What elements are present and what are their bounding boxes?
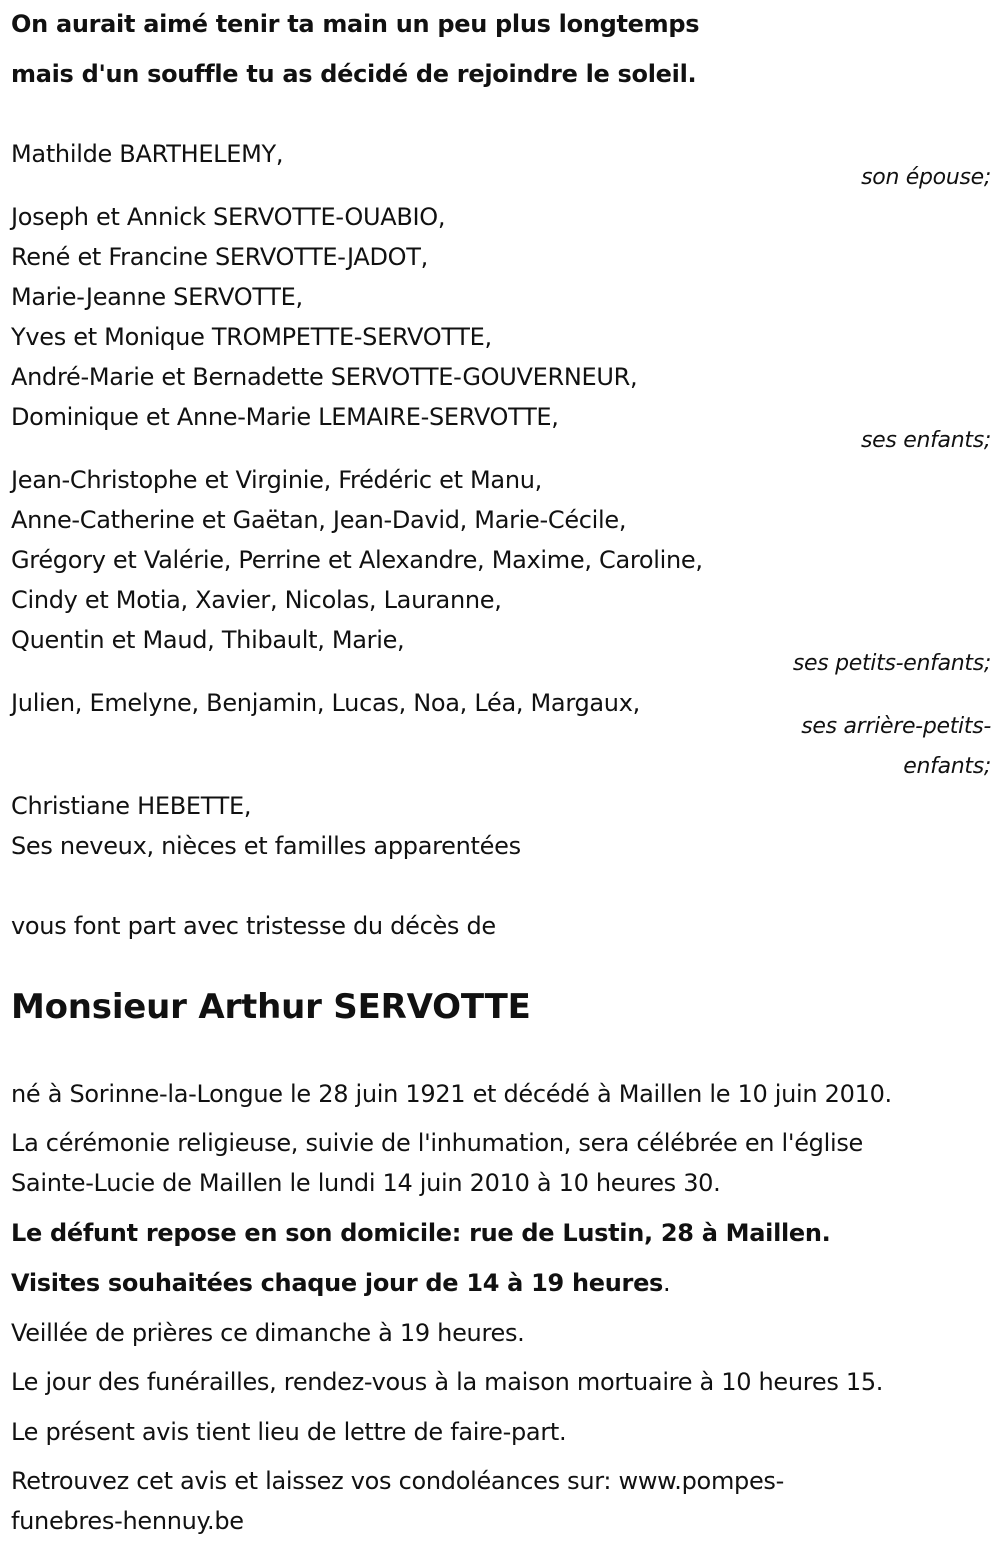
vigil-text: Veillée de prières ce dimanche à 19 heures. <box>11 1319 525 1347</box>
grandchild-line: Anne-Catherine et Gaëtan, Jean-David, Marie-Cécile, <box>11 506 627 534</box>
child-line: Marie-Jeanne SERVOTTE, <box>11 283 303 311</box>
visits-text <box>11 1269 670 1297</box>
grandchildren-relation: ses petits-enfants; <box>792 651 991 676</box>
spouse-relation: son épouse; <box>861 165 991 190</box>
child-line: Joseph et Annick SERVOTTE-OUABIO, <box>11 203 446 231</box>
children-relation: ses enfants; <box>860 428 991 453</box>
child-line: André-Marie et Bernadette SERVOTTE-GOUVERNEUR, <box>11 363 638 391</box>
announcement-text: vous font part avec tristesse du décès de <box>11 912 496 940</box>
visits-hours: Visites souhaitées chaque jour de 14 à 19 heures <box>11 1269 664 1297</box>
great-grandchildren-relation-2: enfants; <box>903 754 991 779</box>
great-grandchildren-relation-1: ses arrière-petits- <box>801 714 991 739</box>
epigraph-line-1: On aurait aimé tenir ta main un peu plus longtemps <box>11 10 700 38</box>
notice-text: Le présent avis tient lieu de lettre de faire-part. <box>11 1418 567 1446</box>
grandchild-line: Quentin et Maud, Thibault, Marie, <box>11 626 405 654</box>
visits-period: . <box>663 1269 671 1297</box>
birth-death-text: né à Sorinne-la-Longue le 28 juin 1921 et décédé à Maillen le 10 juin 2010. <box>11 1080 892 1108</box>
ceremony-line-1: La cérémonie religieuse, suivie de l'inhumation, sera célébrée en l'église <box>11 1129 863 1157</box>
child-line: René et Francine SERVOTTE-JADOT, <box>11 243 428 271</box>
grandchild-line: Jean-Christophe et Virginie, Frédéric et Manu, <box>11 466 542 494</box>
epigraph-line-2: mais d'un souffle tu as décidé de rejoindre le soleil. <box>11 60 697 88</box>
other-family-line: Christiane HEBETTE, <box>11 792 252 820</box>
grandchild-line: Grégory et Valérie, Perrine et Alexandre, Maxime, Caroline, <box>11 546 703 574</box>
rest-place-text: Le défunt repose en son domicile: rue de Lustin, 28 à Maillen. <box>11 1219 831 1247</box>
grandchild-line: Cindy et Motia, Xavier, Nicolas, Lauranne, <box>11 586 502 614</box>
child-line: Yves et Monique TROMPETTE-SERVOTTE, <box>11 323 492 351</box>
condolences-link[interactable]: funebres-hennuy.be <box>11 1507 244 1535</box>
ceremony-line-2: Sainte-Lucie de Maillen le lundi 14 juin 2010 à 10 heures 30. <box>11 1169 721 1197</box>
condolences-line-1: Retrouvez cet avis et laissez vos condoléances sur: www.pompes- <box>11 1467 784 1495</box>
deceased-name: Monsieur Arthur SERVOTTE <box>11 987 531 1027</box>
funeral-meeting-text: Le jour des funérailles, rendez-vous à la maison mortuaire à 10 heures 15. <box>11 1368 884 1396</box>
other-family-line: Ses neveux, nièces et familles apparentées <box>11 832 521 860</box>
child-line: Dominique et Anne-Marie LEMAIRE-SERVOTTE, <box>11 403 559 431</box>
spouse-name: Mathilde BARTHELEMY, <box>11 140 284 168</box>
great-grandchild-line: Julien, Emelyne, Benjamin, Lucas, Noa, Léa, Margaux, <box>11 689 640 717</box>
